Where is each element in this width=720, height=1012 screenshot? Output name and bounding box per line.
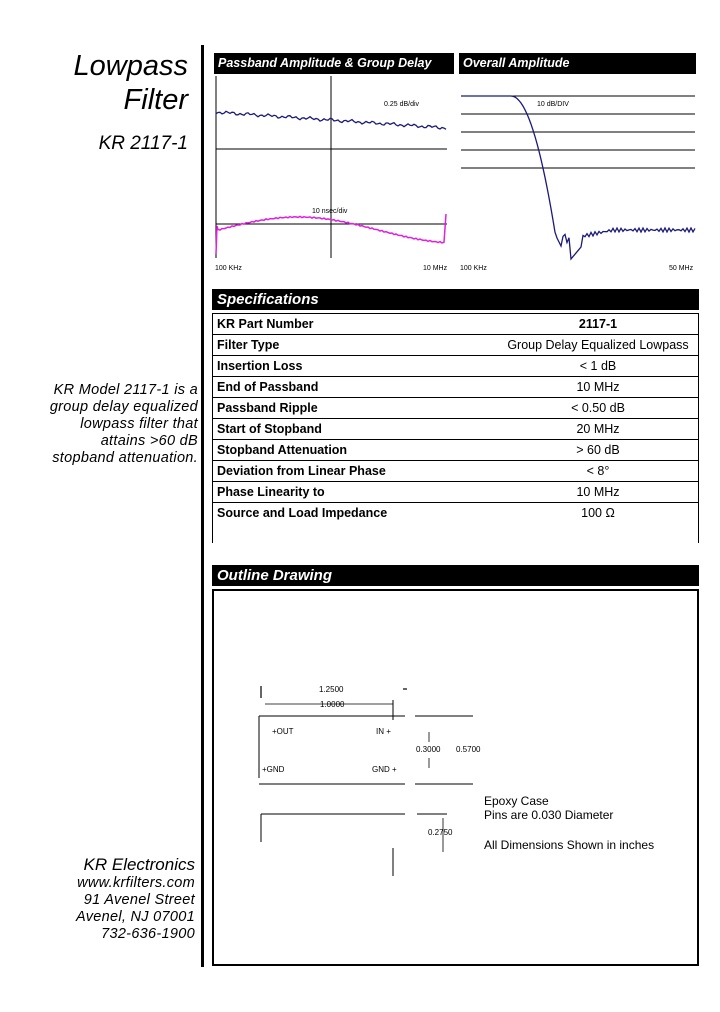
spec-label: Source and Load Impedance — [212, 503, 412, 524]
outline-note: Epoxy Case — [484, 794, 549, 808]
pin-in-label: IN + — [376, 727, 391, 736]
spec-label: Insertion Loss — [212, 356, 412, 377]
pin-gnd-right-label: GND + — [372, 765, 397, 774]
overall-amplitude-trace — [461, 96, 695, 259]
spec-label: Phase Linearity to — [212, 482, 412, 503]
overall-chart — [459, 76, 699, 276]
dim-pin-span: 1.0000 — [320, 700, 345, 709]
spec-value: 100 Ω — [412, 503, 699, 524]
vertical-divider — [201, 45, 204, 967]
spec-row — [212, 398, 699, 419]
passband-chart — [214, 76, 454, 276]
company-phone: 732-636-1900 — [101, 926, 195, 942]
company-web[interactable]: www.krfilters.com — [77, 875, 195, 891]
passband-x-end: 10 MHz — [423, 265, 448, 272]
overall-x-end: 50 MHz — [669, 265, 694, 272]
spec-label: Stopband Attenuation — [212, 440, 412, 461]
spec-value: 10 MHz — [412, 482, 699, 503]
spec-label: End of Passband — [212, 377, 412, 398]
passband-chart-heading: Passband Amplitude & Group Delay — [214, 53, 454, 74]
outline-heading: Outline Drawing — [212, 565, 699, 586]
spec-label: KR Part Number — [212, 314, 412, 335]
spec-value: < 0.50 dB — [412, 398, 699, 419]
pin-out-label: +OUT — [272, 727, 294, 736]
dim-overall-length: 1.2500 — [319, 685, 344, 694]
outline-note: All Dimensions Shown in inches — [484, 838, 655, 852]
spec-value: > 60 dB — [412, 440, 699, 461]
spec-row — [212, 335, 699, 356]
spec-label: Filter Type — [212, 335, 412, 356]
pin-gnd-left-label: +GND — [262, 765, 285, 774]
model-number: KR 2117-1 — [98, 133, 188, 154]
description-line: stopband attenuation. — [52, 450, 198, 466]
dim-pin-spacing: 0.3000 — [416, 745, 441, 754]
spec-label: Passband Ripple — [212, 398, 412, 419]
spec-value: < 8° — [412, 461, 699, 482]
amplitude-scale-label: 0.25 dB/div — [384, 101, 420, 108]
page-title-line1: Lowpass — [73, 50, 188, 82]
outline-drawing — [255, 680, 485, 880]
spec-row — [212, 440, 699, 461]
spec-value: 2117-1 — [412, 314, 699, 335]
company-info — [76, 855, 195, 943]
spec-value: 10 MHz — [412, 377, 699, 398]
passband-x-start: 100 KHz — [215, 265, 242, 272]
spec-value: < 1 dB — [412, 356, 699, 377]
spec-value: 20 MHz — [412, 419, 699, 440]
dim-width: 0.5700 — [456, 745, 481, 754]
spec-label: Deviation from Linear Phase — [212, 461, 412, 482]
spec-row — [212, 482, 699, 503]
spec-row — [212, 503, 699, 524]
overall-x-start: 100 KHz — [460, 265, 487, 272]
spec-table — [212, 313, 699, 523]
dim-height: 0.2750 — [428, 828, 453, 837]
company-city: Avenel, NJ 07001 — [75, 909, 195, 925]
delay-scale-label: 10 nsec/div — [312, 208, 348, 215]
spec-label: Start of Stopband — [212, 419, 412, 440]
spec-row — [212, 377, 699, 398]
spec-row — [212, 461, 699, 482]
description-line: KR Model 2117-1 is a — [53, 382, 198, 398]
overall-scale-label: 10 dB/DIV — [537, 101, 569, 108]
spec-row — [212, 314, 699, 335]
overall-chart-heading: Overall Amplitude — [459, 53, 696, 74]
spec-row — [212, 356, 699, 377]
specifications-heading: Specifications — [212, 289, 699, 310]
description-line: group delay equalized — [49, 399, 198, 415]
spec-value: Group Delay Equalized Lowpass — [412, 335, 699, 356]
spec-row — [212, 419, 699, 440]
product-description — [18, 382, 198, 467]
company-street: 91 Avenel Street — [83, 892, 195, 908]
company-name: KR Electronics — [83, 855, 195, 874]
page-title-line2: Filter — [123, 84, 188, 116]
description-line: lowpass filter that — [80, 416, 198, 432]
description-line: attains >60 dB — [100, 433, 198, 449]
outline-note: Pins are 0.030 Diameter — [484, 808, 614, 822]
